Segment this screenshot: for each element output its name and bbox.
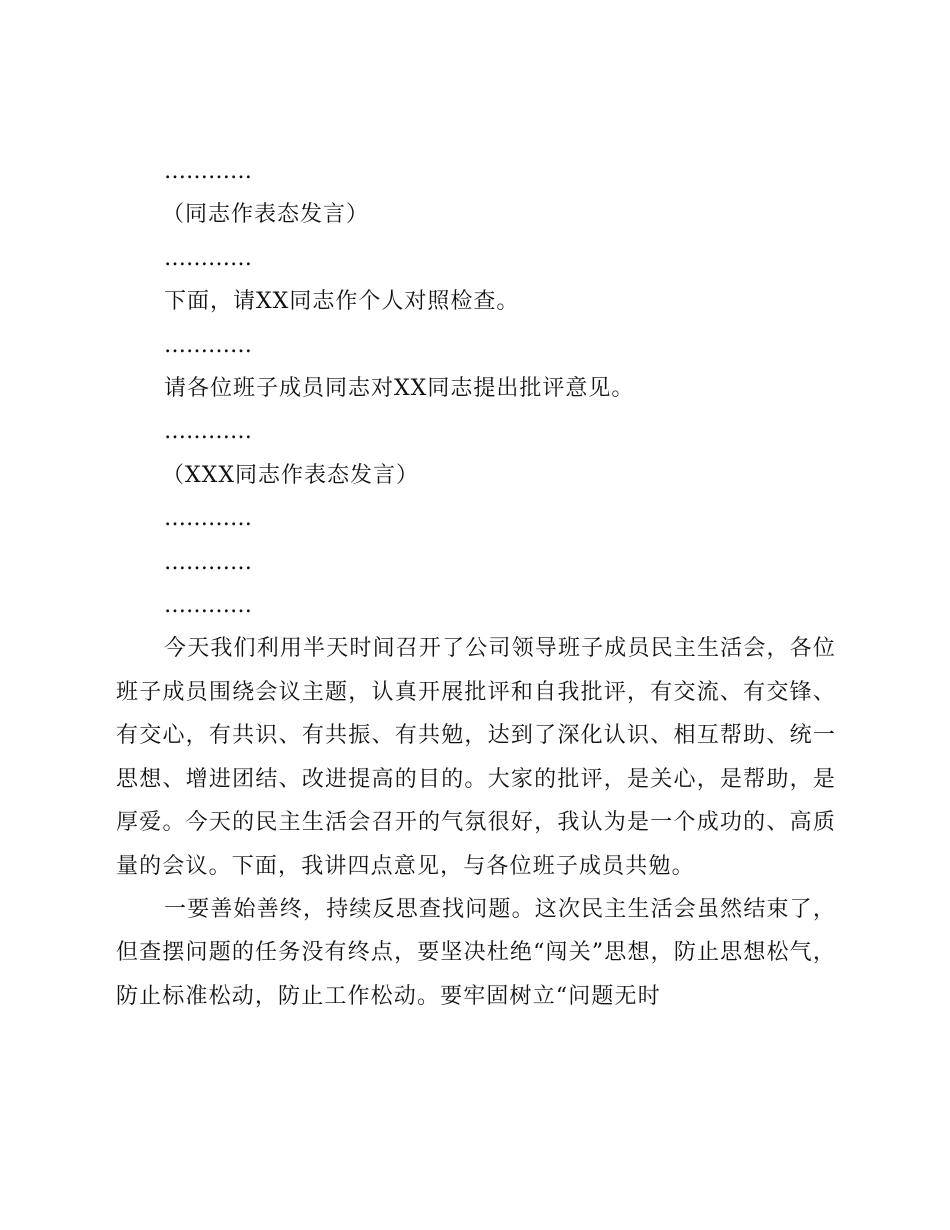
document-body bbox=[116, 150, 836, 1018]
stage-direction: （同志作表态发言） bbox=[162, 202, 370, 228]
body-paragraph bbox=[116, 888, 836, 1018]
ellipsis-line: ………… bbox=[164, 549, 252, 575]
ellipsis-line: ………… bbox=[164, 506, 252, 532]
stage-direction: （XXX同志作表态发言） bbox=[162, 462, 419, 488]
ellipsis-line: ………… bbox=[164, 332, 252, 358]
paragraph-text: 今天我们利用半天时间召开了公司领导班子成员民主生活会，各位班子成员围绕会议主题，认真开展批评和自我批评，有交流、有交锋、有交心，有共识、有共振、有共勉，达到了深化认识、相互帮助、统一思想、增进团结、改进提高的目的。大家的批评，是关心，是帮助，是厚爱。今天的民主生活会召开的气氛很好，我认为是一个成功的、高质量的会议。下面，我讲四点意见，与各位班子成员共勉。 bbox=[116, 636, 836, 879]
speech-line: 请各位班子成员同志对XX同志提出批评意见。 bbox=[164, 376, 635, 402]
speech-line: 下面，请XX同志作个人对照检查。 bbox=[164, 289, 520, 315]
ellipsis-line: ………… bbox=[164, 245, 252, 271]
ellipsis-line: ………… bbox=[164, 419, 252, 445]
paragraph-text: 一要善始善终，持续反思查找问题。这次民主生活会虽然结束了，但查摆问题的任务没有终点，要坚决杜绝“闯关”思想，防止思想松气，防止标准松动，防止工作松动。要牢固树立“问题无时 bbox=[116, 896, 836, 1009]
ellipsis-line: ………… bbox=[164, 159, 252, 184]
ellipsis-line: ………… bbox=[164, 593, 252, 619]
body-paragraph bbox=[116, 627, 836, 887]
